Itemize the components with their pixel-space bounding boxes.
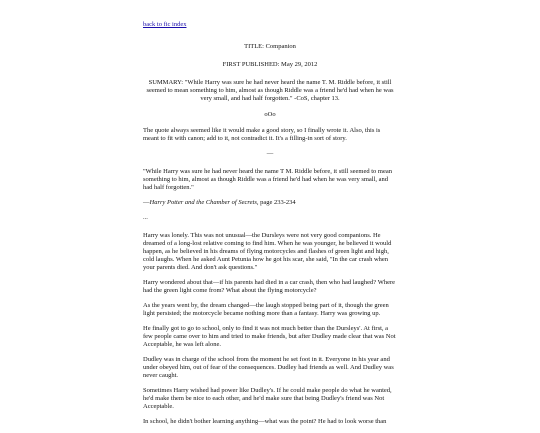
dash-separator: — — [266, 150, 274, 157]
story-paragraph: Harry wondered about that—if his parents had died in a car crash, then who had laughed? Where had the green light come from? What about the flying motorcycle? — [143, 279, 396, 294]
back-to-index-link[interactable]: back to fic index — [143, 21, 187, 28]
story-paragraph: He finally got to go to school, only to find it was not much better than the Dursleys'. At first, a few people came over to him and tried to make friends, but after Dudley made clear that was Not Acceptable, he was left alone. — [143, 325, 396, 348]
story-paragraph: Dudley was in charge of the school from the moment he set foot in it. Everyone in his year and under obeyed him, out of fear of the consequences. Dudley had friends as well. And Dudley was never caught. — [143, 356, 394, 379]
section-separator: oOo — [264, 111, 276, 118]
document-body — [143, 21, 397, 433]
story-title: TITLE: Companion — [244, 43, 296, 50]
citation-dash: — — [143, 199, 150, 206]
story-paragraph: Sometimes Harry wished had power like Dudley's. If he could make people do what he wanted, he'd make them be nice to each other, and he'd make sure that being Dudley's friend was Not Acceptable. — [143, 387, 392, 410]
story-paragraph: In school, he didn't bother learning anything—what was the point? He had to look worse than — [143, 418, 387, 425]
citation-pages: , page 233-234 — [256, 199, 296, 206]
citation-book-title: Harry Potter and the Chamber of Secrets — [149, 199, 257, 206]
ellipsis-separator: ... — [143, 214, 148, 221]
publish-date: FIRST PUBLISHED: May 29, 2012 — [222, 61, 318, 68]
story-summary: SUMMARY: "While Harry was sure he had never heard the name T. M. Riddle before, it still seemed to mean something to him, almost as though Riddle was a friend he'd had when he was very small, and had half forgotten." -CoS, chapter 13. — [146, 79, 394, 102]
epigraph-citation — [143, 199, 397, 207]
story-paragraph: Harry was lonely. This was not unusual—the Dursleys were not very good companions. He dreamed of a long-lost relative coming to find him. When he was younger, he believed it would happen, as he believed in his dreams of flying motorcycles and flashes of green light and high, cold laughs. When he asked Aunt Petunia how he got his scar, she said, "In the car crash when your parents died. And don't ask questions." — [143, 232, 392, 271]
epigraph-quote: "While Harry was sure he had never heard the name T M. Riddle before, it still seemed to mean something to him, almost as though Riddle was a friend he'd had when he was very small, and had half forgotten." — [143, 168, 392, 191]
story-paragraph: As the years went by, the dream changed—the laugh stopped being part of it, though the green light persisted; the motorcycle became nothing more than a fantasy. Harry was growing up. — [143, 302, 389, 317]
author-note: The quote always seemed like it would make a good story, so I finally wrote it. Also, this is meant to fit with canon; add to it, not contradict it. It's a filling-in sort of story. — [143, 127, 381, 142]
